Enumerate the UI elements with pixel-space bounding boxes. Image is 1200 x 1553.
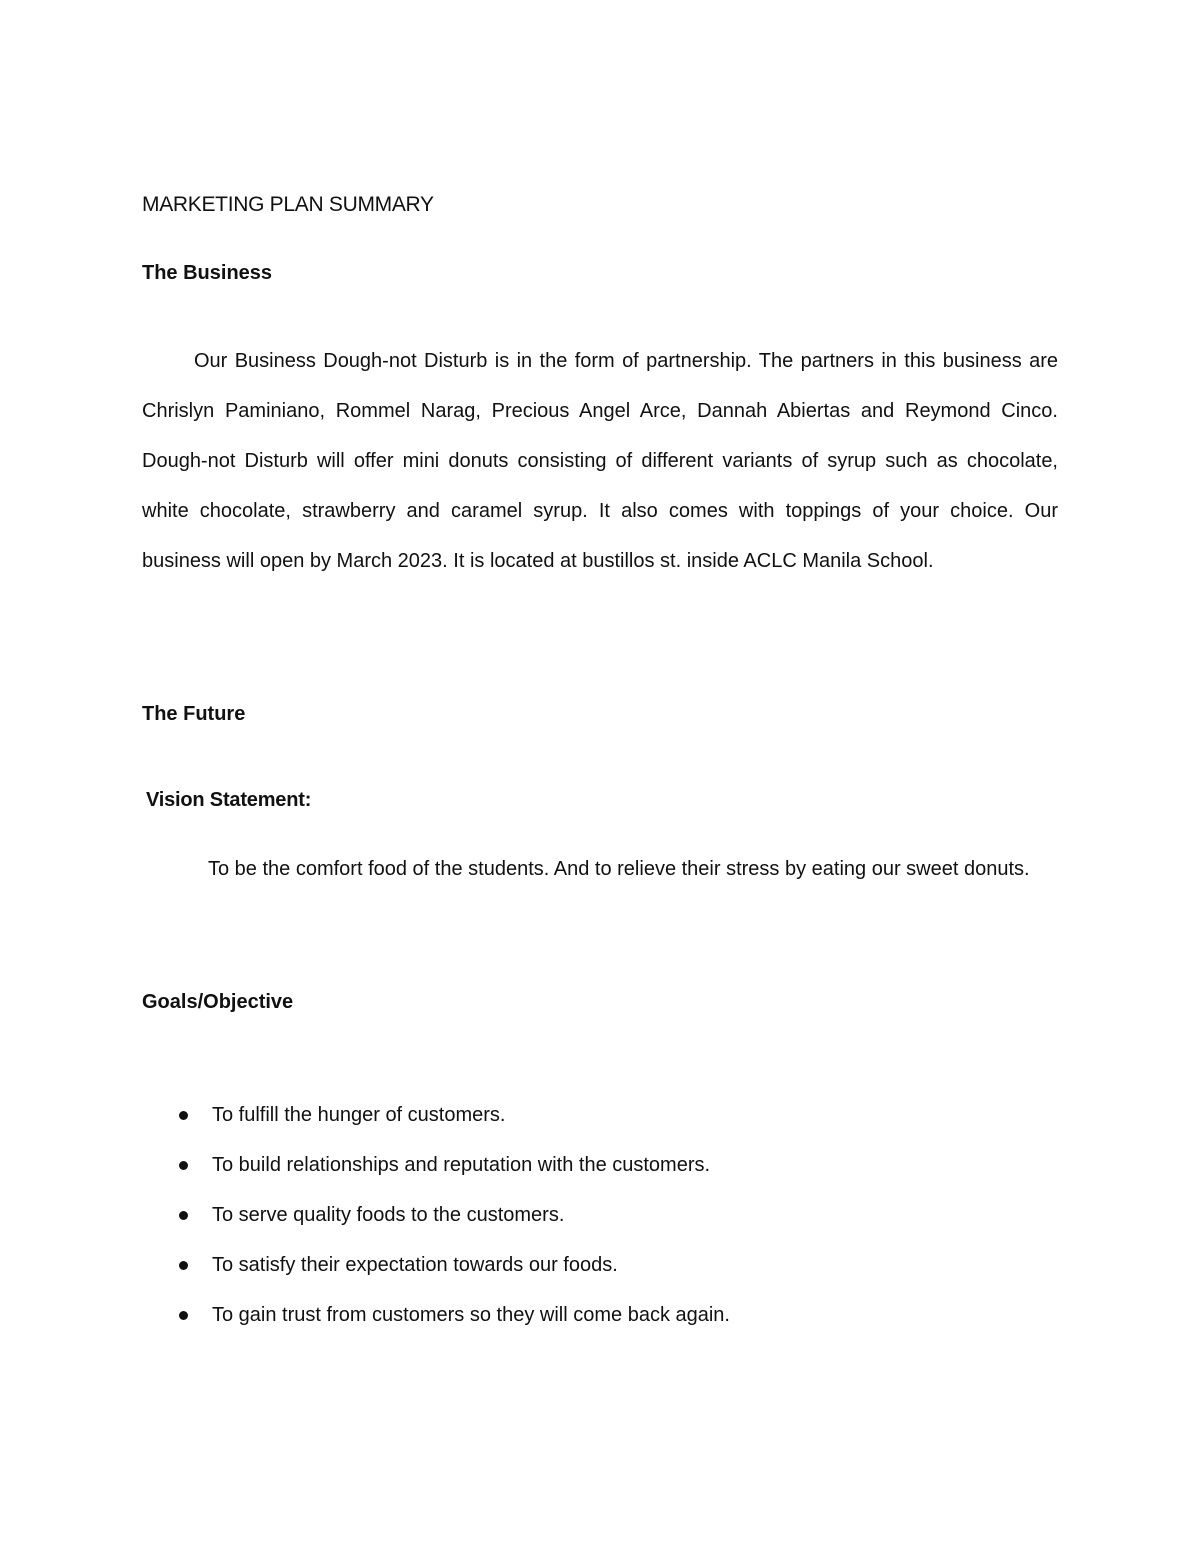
section-heading-business: The Business [142, 262, 273, 284]
list-item [142, 1090, 730, 1140]
list-item-text: To satisfy their expectation towards our foods. [212, 1254, 618, 1276]
list-item-text: To serve quality foods to the customers. [212, 1204, 565, 1226]
vision-paragraph: To be the comfort food of the students. And to relieve their stress by eating our sweet donuts. [208, 858, 1030, 880]
bullet-icon [179, 1111, 188, 1120]
bullet-icon [179, 1161, 188, 1170]
bullet-icon [179, 1211, 188, 1220]
list-item-text: To build relationships and reputation with the customers. [212, 1154, 711, 1176]
list-item [142, 1290, 730, 1340]
list-item [142, 1190, 730, 1240]
goals-heading: Goals/Objective [142, 991, 294, 1013]
document-title: MARKETING PLAN SUMMARY [142, 193, 434, 216]
bullet-icon [179, 1311, 188, 1320]
bullet-icon [179, 1261, 188, 1270]
list-item-text: To fulfill the hunger of customers. [212, 1104, 506, 1126]
list-item [142, 1140, 730, 1190]
section-heading-future: The Future [142, 703, 246, 725]
vision-statement-heading: Vision Statement: [146, 789, 312, 811]
list-item-text: To gain trust from customers so they will come back again. [212, 1304, 730, 1326]
list-item [142, 1240, 730, 1290]
business-paragraph: Our Business Dough-not Disturb is in the form of partnership. The partners in this business are Chrislyn Paminiano, Rommel Narag, Precious Angel Arce, Dannah Abiertas and Reymond Cinco. Dough-not Disturb will offer mini donuts consisting of different variants of syrup such as chocolate, white chocolate, strawberry and caramel syrup. It also comes with toppings of your choice. Our business will open by March 2023. It is located at bustillos st. inside ACLC Manila School. [142, 350, 1058, 572]
goals-list [142, 1090, 730, 1340]
